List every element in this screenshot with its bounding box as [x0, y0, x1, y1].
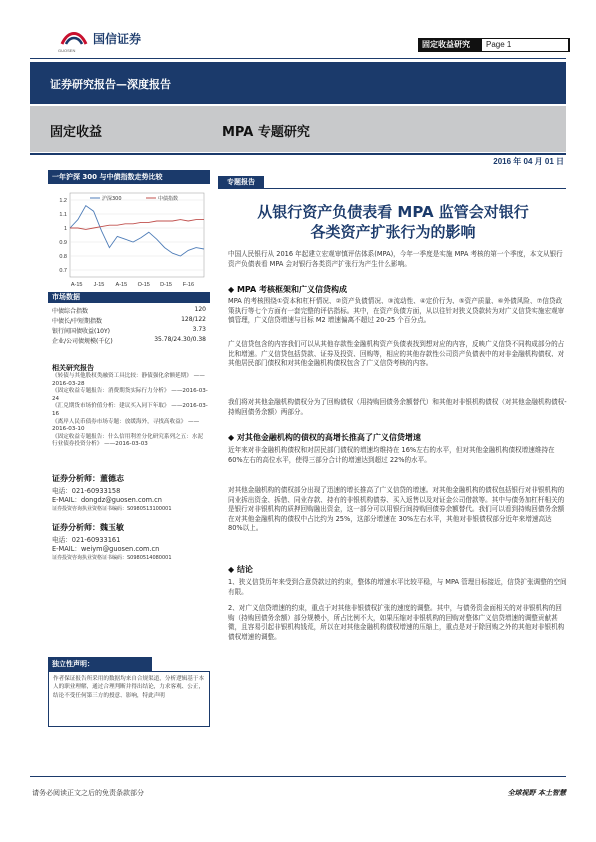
market-data-label: 中债综合指数 — [52, 308, 89, 315]
related-reports-list — [52, 373, 208, 449]
independence-title: 独立性声明： — [48, 657, 152, 671]
related-report-item[interactable]: 《固定收益专题报告：什么信用利差分化研究系列之五：水泥行业债券投资分析》 ——2016-03-03 — [52, 433, 204, 448]
market-data-row — [52, 336, 206, 345]
analyst-phone: 电话：021-60933158 — [52, 487, 121, 495]
footer-divider — [30, 776, 566, 777]
chart-header — [48, 170, 210, 184]
independence-box — [48, 671, 210, 727]
paragraph-3: 我们将对其他金融机构债权分为了回购债权（用持购回债务余额替代）和其他对非银机构债权（对其他金融机构债权-持购回债务余额）两部分。 — [228, 398, 567, 416]
market-data-value: 3.73 — [192, 326, 206, 333]
analyst-phone: 电话：021-60933161 — [52, 536, 121, 544]
category-right: MPA 专题研究 — [222, 125, 310, 140]
analyst-name: 魏玉敏 — [100, 523, 124, 532]
market-data-label: 银行间国债收益(10Y) — [52, 328, 110, 335]
x-tick-label: A-15 — [115, 282, 128, 288]
market-data-row — [52, 326, 206, 335]
analyst-email[interactable]: E-MAIL：weiym@guosen.com.cn — [52, 545, 160, 553]
market-data-title: 市场数据 — [48, 292, 210, 303]
main-divider — [218, 188, 566, 189]
category-divider — [30, 153, 566, 155]
main-title — [220, 202, 566, 242]
section-1-heading: ◆ MPA 考核框架和广义信贷构成 — [228, 285, 348, 294]
market-data-header — [48, 292, 210, 303]
y-tick-label: 0.9 — [59, 240, 67, 246]
y-tick-label: 0.8 — [59, 254, 67, 260]
plot-area — [70, 193, 204, 277]
x-tick-label: O-15 — [137, 282, 150, 288]
index-comparison-chart — [48, 185, 210, 291]
intro-paragraph: 中国人民银行从 2016 年起建立宏观审慎评估体系(MPA)，今年一季度是实施 MPA 考核的第一个季度，本文从银行资产负债表看 MPA 会对银行各类资产扩张行为产生什么影响。 — [228, 250, 563, 268]
paragraph-1: MPA 的考核围绕①资本和杠杆情况、②资产负债情况、③流动性、④定价行为、⑤资产质量、⑥外债风险、⑦信贷政策执行等七个方面有一套完整的评估指标。其中，在资产负债方面，从以往针对狭义贷款转为对广义信贷实施宏观审慎管理，广义信贷增速与目标 M2 增速偏离不超过 20-25 个百分点。 — [228, 297, 565, 325]
analyst-title: 证券分析师： — [52, 474, 100, 483]
section-2-title: 对其他金融机构的债权的高增长推高了广义信贷增速 — [236, 433, 421, 442]
footer-disclaimer: 请务必阅读正文之后的免责条款部分 — [32, 789, 144, 797]
section-3-heading: ◆ 结论 — [228, 565, 253, 574]
related-report-item[interactable]: 《固定收益专题报告：消费期货实际行力分析》 ——2016-03-24 — [52, 388, 208, 402]
section-3-title: 结论 — [236, 565, 253, 574]
analyst-heading — [52, 473, 210, 484]
guosen-logo-icon — [60, 28, 88, 48]
analysts-block — [52, 473, 210, 571]
brand-name: 国信证券 — [93, 32, 142, 46]
market-data-label: 中债长/中短期指数 — [52, 318, 103, 325]
chart-title: 一年沪深 300 与中债指数走势比较 — [48, 170, 210, 184]
y-tick-label: 0.7 — [59, 268, 67, 274]
footer-slogan: 全球视野 本土智慧 — [507, 789, 566, 797]
conclusion-2: 2、对广义信贷增速的约束，重点于对其他非银债权扩张的速度的调整。其中，与债务资金面相关的对非银机构的回购（持购回债务余额）部分规模小，所占比例不大，如果压缩对非银机构的回购对整体广义信贷增速的调整贡献甚微，且容易引起非银机构钱荒，所以在对其他金融机构债权增速的压缩上，重点是对于除回购之外的其他对非银机构债权增速的调整。 — [228, 604, 565, 641]
main-title-line2: 各类资产扩张行为的影响 — [310, 223, 476, 241]
analyst-name: 董德志 — [100, 474, 124, 483]
related-report-item[interactable]: 《汇兑期货市场价值分析：建议买入同下年取》 ——2016-03-16 — [52, 403, 208, 417]
market-data-row — [52, 306, 206, 315]
conclusion-1: 1、狭义信贷历年来受到合意贷款过的约束，整体的增速水平比较平稳，与 MPA 管理目标接近，信贷扩张调整的空间有限。 — [228, 578, 567, 596]
paragraph-2: 广义信贷包含的内容我们可以从其他存款性金融机构资产负债表找到想对应的内容，反映广义信贷不同构成部分的占比和增速。广义信贷包括贷款、证券及投资、回购等，相应的其他存款性公司资产负债表中的对非金融机构债权、对其他居民部门债权和对其他金融机构债权包含了广义信贷考核的内容。 — [228, 340, 565, 368]
market-data-value: 128/122 — [181, 316, 206, 323]
report-date: 2016 年 04 月 01 日 — [493, 157, 564, 166]
analyst-email[interactable]: E-MAIL：dongdz@guosen.com.cn — [52, 496, 162, 504]
x-tick-label: F-16 — [182, 282, 195, 288]
paragraph-5: 对其他金融机构的债权部分出现了迅速的增长推高了广义信贷的增速。对其他金融机构的债权包括银行对非银机构的同业拆出资金、拆借、同业存款、持有的非银机构债券、买入返售以及对证金公司借款等。其中与债务加杠杆相关的是银行对非银机构的质押回购融出资金，这一部分可以用银行间持购回债券余额替代。我们可以看到持购回债务余额在对其他金融机构的债权中占比约为 25%，这部分增速在 30%左右水平，其他对非银债权部分近年来增速高达 80%以上。 — [228, 486, 565, 533]
y-tick-label: 1.2 — [59, 198, 67, 204]
analyst-cert: 证券投资咨询执业资格证书编码：S0980513100001 — [52, 506, 172, 512]
brand-subtitle: GUOSEN — [58, 48, 76, 53]
analyst-title: 证券分析师： — [52, 523, 100, 532]
page-number: Page 1 — [482, 39, 568, 51]
market-data-label: 企业/公司债规模(千亿) — [52, 338, 113, 345]
section-1-title: MPA 考核框架和广义信贷构成 — [236, 285, 348, 294]
related-reports-title: 相关研究报告 — [52, 364, 94, 372]
report-kind-tag: 专题报告 — [218, 176, 264, 188]
analyst-card — [52, 473, 210, 514]
x-tick-label: J-15 — [93, 282, 105, 288]
category-left: 固定收益 — [50, 125, 103, 140]
related-report-item[interactable]: 《转债与其他股权类融资工具比较：静债强化余额延期》 ——2016-03-28 — [52, 373, 205, 387]
analyst-cert: 证券投资咨询执业资格证书编码：S0980514080001 — [52, 555, 172, 561]
report-tag: 固定收益研究 — [422, 40, 470, 49]
legend-label: 沪深300 — [102, 196, 122, 202]
legend-label: 中债指数 — [158, 196, 179, 202]
report-type-title: 证券研究报告—深度报告 — [50, 78, 171, 91]
market-data-row — [52, 316, 206, 325]
x-tick-label: A-15 — [70, 282, 83, 288]
paragraph-4: 近年来对非金融机构债权和对居民部门债权的增速均维持在 16%左右的水平，但对其他金融机构债权增速维持在 60%左右的高位水平，使得三部分合计的增速达到超过 22%的水平。 — [228, 446, 555, 464]
market-data-value: 35.78/24.30/0.38 — [154, 336, 206, 343]
market-data-value: 120 — [194, 306, 206, 313]
y-tick-label: 1.1 — [59, 212, 67, 218]
independence-text: 作者保证报告所采用的数据均来自合规渠道，分析逻辑基于本人的职业理解，通过合理判断并得出结论，力求客观、公正，结论不受任何第三方的授意、影响，特此声明 — [53, 676, 205, 699]
analyst-card — [52, 522, 210, 563]
main-title-line1: 从银行资产负债表看 MPA 监管会对银行 — [257, 203, 529, 221]
section-2-heading: ◆ 对其他金融机构的债权的高增长推高了广义信贷增速 — [228, 433, 421, 442]
y-tick-label: 1 — [63, 226, 67, 232]
analyst-heading — [52, 522, 210, 533]
header-divider — [30, 58, 566, 59]
related-report-item[interactable]: 《离岸人民币债券市场专题：放缓海外，寻找高收益》 ——2016-03-10 — [52, 418, 200, 433]
x-tick-label: D-15 — [160, 282, 172, 288]
